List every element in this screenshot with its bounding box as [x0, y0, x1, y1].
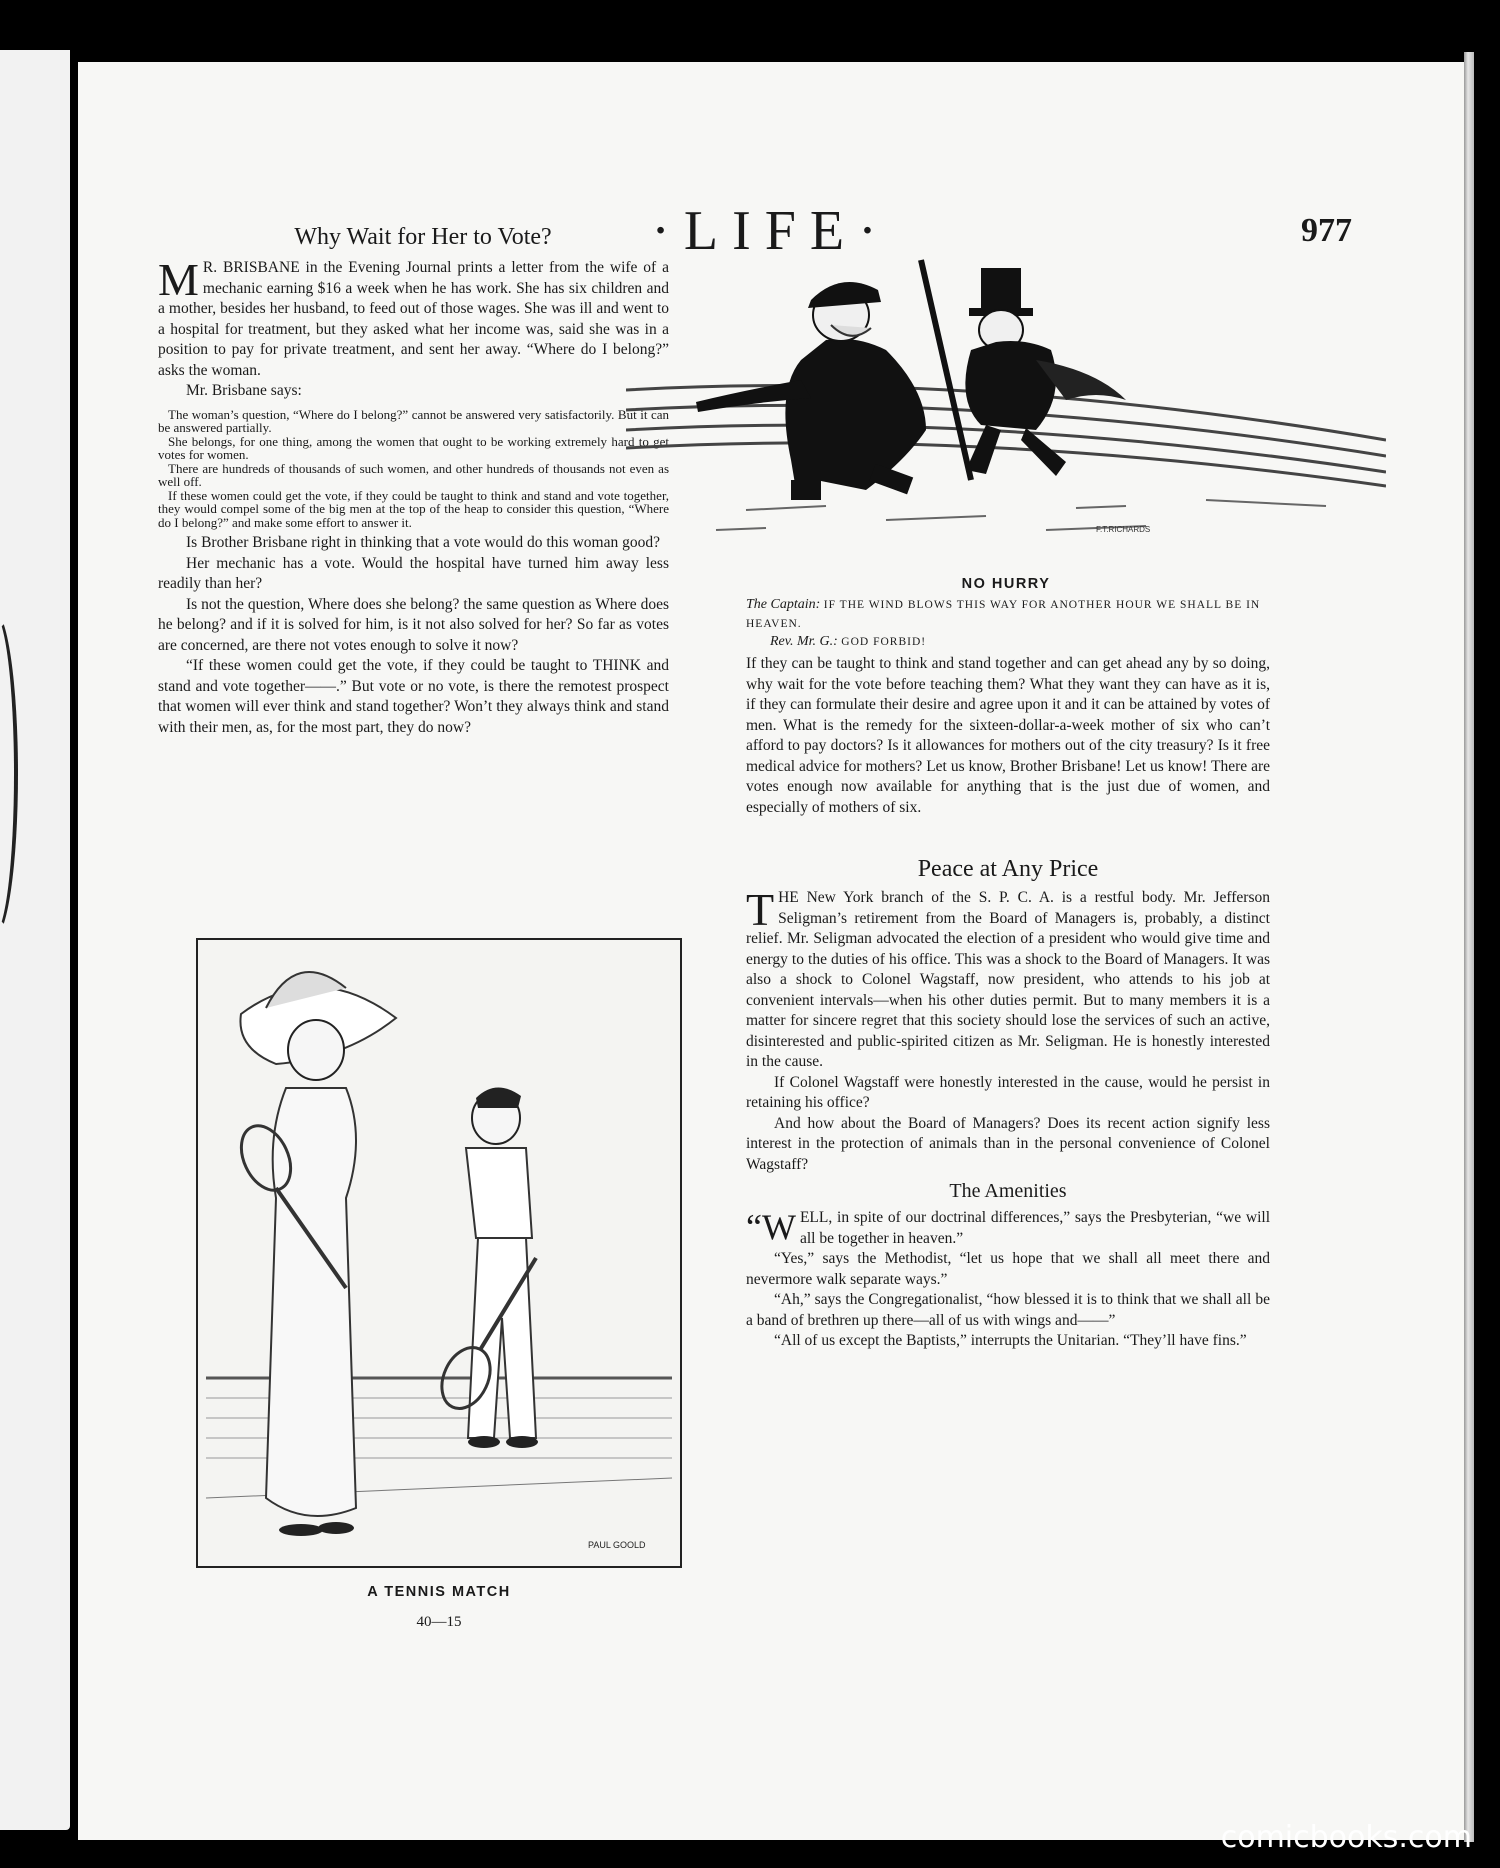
drop-cap: T	[746, 884, 775, 935]
paragraph: Is not the question, Where does she belong? the same question as Where does he belong? and if it is solved for him, is it not also solved for her? So far as votes are concerned, are there not votes enough to solve it now?	[158, 595, 669, 654]
quote-line: If these women could get the vote, if they could be taught to think and stand and vote together, they would compel some of the big men at the top of the heap to consider this question, “Where do I belong?” and make some effort to answer it.	[158, 487, 669, 530]
article-why-wait-body	[158, 254, 669, 738]
article-title-why-wait: Why Wait for Her to Vote?	[294, 224, 552, 250]
page-edge-shadow	[1464, 52, 1474, 1842]
paragraph: “All of us except the Baptists,” interrupts the Unitarian. “They’ll have fins.”	[774, 1332, 1247, 1349]
article-title-peace: Peace at Any Price	[917, 856, 1099, 882]
article-amenities-body	[746, 1208, 1270, 1352]
quote-line: The woman’s question, “Where do I belong?” cannot be answered very satisfactorily. But it can be answered partially.	[158, 406, 669, 435]
paragraph: M R. BRISBANE in the Evening Journal prints a letter from the wife of a mechanic earning $16 a week when he has work. She has six children and a mother, besides her husband, to feed out of those wages. She was ill and went to a hospital for treatment, but they asked what her income was, said she was in a position to pay for private treatment, and sent her away. “Where do I belong?” asks the woman.	[158, 254, 669, 379]
drop-cap: M	[158, 254, 199, 305]
masthead: ·LIFE·	[651, 200, 891, 262]
caption-line: Rev. Mr. G.: GOD FORBID!	[770, 634, 927, 649]
paragraph: “If these women could get the vote, if they could be taught to THINK and stand and vote together——.” But vote or no vote, is there the remotest prospect that women will ever think and stand together? Won’t they always think and stand with their men, as, for the most part, they do now?	[158, 657, 669, 736]
drop-cap: “W	[746, 1207, 796, 1247]
article-peace-body	[746, 884, 1270, 1175]
quote-line: There are hundreds of thousands of such women, and other hundreds of thousands not even as well off.	[158, 460, 669, 489]
site-watermark: comicbooks.com	[1220, 1820, 1472, 1855]
facing-page-edge	[0, 50, 70, 1830]
page-number: 977	[1301, 212, 1352, 249]
no-hurry-caption	[746, 596, 1270, 652]
cartoon-signature: PAUL GOOLD	[588, 1540, 646, 1550]
paragraph: “Yes,” says the Methodist, “let us hope that we shall all meet there and nevermore walk separate ways.”	[746, 1250, 1270, 1288]
magazine-page	[78, 62, 1464, 1840]
paragraph: THE New York branch of the S. P. C. A. is a restful body. Mr. Jefferson Seligman’s retirement from the Board of Managers is, probably, a distinct relief. Mr. Seligman advocated the election of a president who would give time and energy to the duties of his office. This was a shock to the Board of Managers. It was also a shock to Colonel Wagstaff, now president, who attends to his job at convenient intervals—when his other duties permit. But to many members it is a matter for sincere regret that this society should lose the services of such an active, disinterested and public-spirited citizen as Mr. Seligman. He is honestly interested in the cause.	[746, 884, 1270, 1070]
tennis-match-caption: A TENNIS MATCH	[367, 1584, 511, 1600]
paragraph: “WELL, in spite of our doctrinal differences,” says the Presbyterian, “we will all be together in heaven.”	[746, 1207, 1270, 1247]
tennis-match-illustration	[196, 938, 682, 1568]
folio-signature: 40—15	[416, 1614, 462, 1630]
paragraph: “Ah,” says the Congregationalist, “how blessed it is to think that we shall all be a band of brethren up there—all of us with wings and——”	[746, 1291, 1270, 1329]
paragraph: If Colonel Wagstaff were honestly interested in the cause, would he persist in retaining his office?	[746, 1073, 1270, 1111]
cartoon-signature: F.T.RICHARDS	[1096, 525, 1151, 534]
no-hurry-illustration	[626, 230, 1386, 550]
article-title-amenities: The Amenities	[949, 1180, 1067, 1202]
paragraph: Her mechanic has a vote. Would the hospital have turned him away less readily than her?	[158, 554, 669, 592]
paragraph: And how about the Board of Managers? Does its recent action signify less interest in the protection of animals than in the personal convenience of Colonel Wagstaff?	[746, 1114, 1270, 1173]
paragraph: If they can be taught to think and stand together and can get ahead any by so doing, why wait for the vote before teaching them? What they want they can have as it is, if they can formulate their desire and agree upon it and it can be attained by votes of men. What is the remedy for the sixteen-dollar-a-week mother of six who can’t afford to pay doctors? Is it allowances for mothers out of the city treasury? Is it free medical advice for mothers? Let us know, Brother Brisbane! Let us know! There are votes enough now available for anything that is the just due of women, and especially of mothers of six.	[746, 655, 1270, 816]
quote-line: She belongs, for one thing, among the women that ought to be working extremely hard to get votes for women.	[158, 433, 669, 462]
no-hurry-caption-title: NO HURRY	[961, 576, 1051, 592]
article-why-wait-continued	[746, 654, 1270, 818]
block-quote	[158, 408, 669, 530]
paragraph: Mr. Brisbane says:	[186, 382, 302, 399]
caption-line: The Captain: IF THE WIND BLOWS THIS WAY FOR ANOTHER HOUR WE SHALL BE IN HEAVEN.	[746, 597, 1261, 630]
paragraph: Is Brother Brisbane right in thinking that a vote would do this woman good?	[186, 534, 660, 551]
